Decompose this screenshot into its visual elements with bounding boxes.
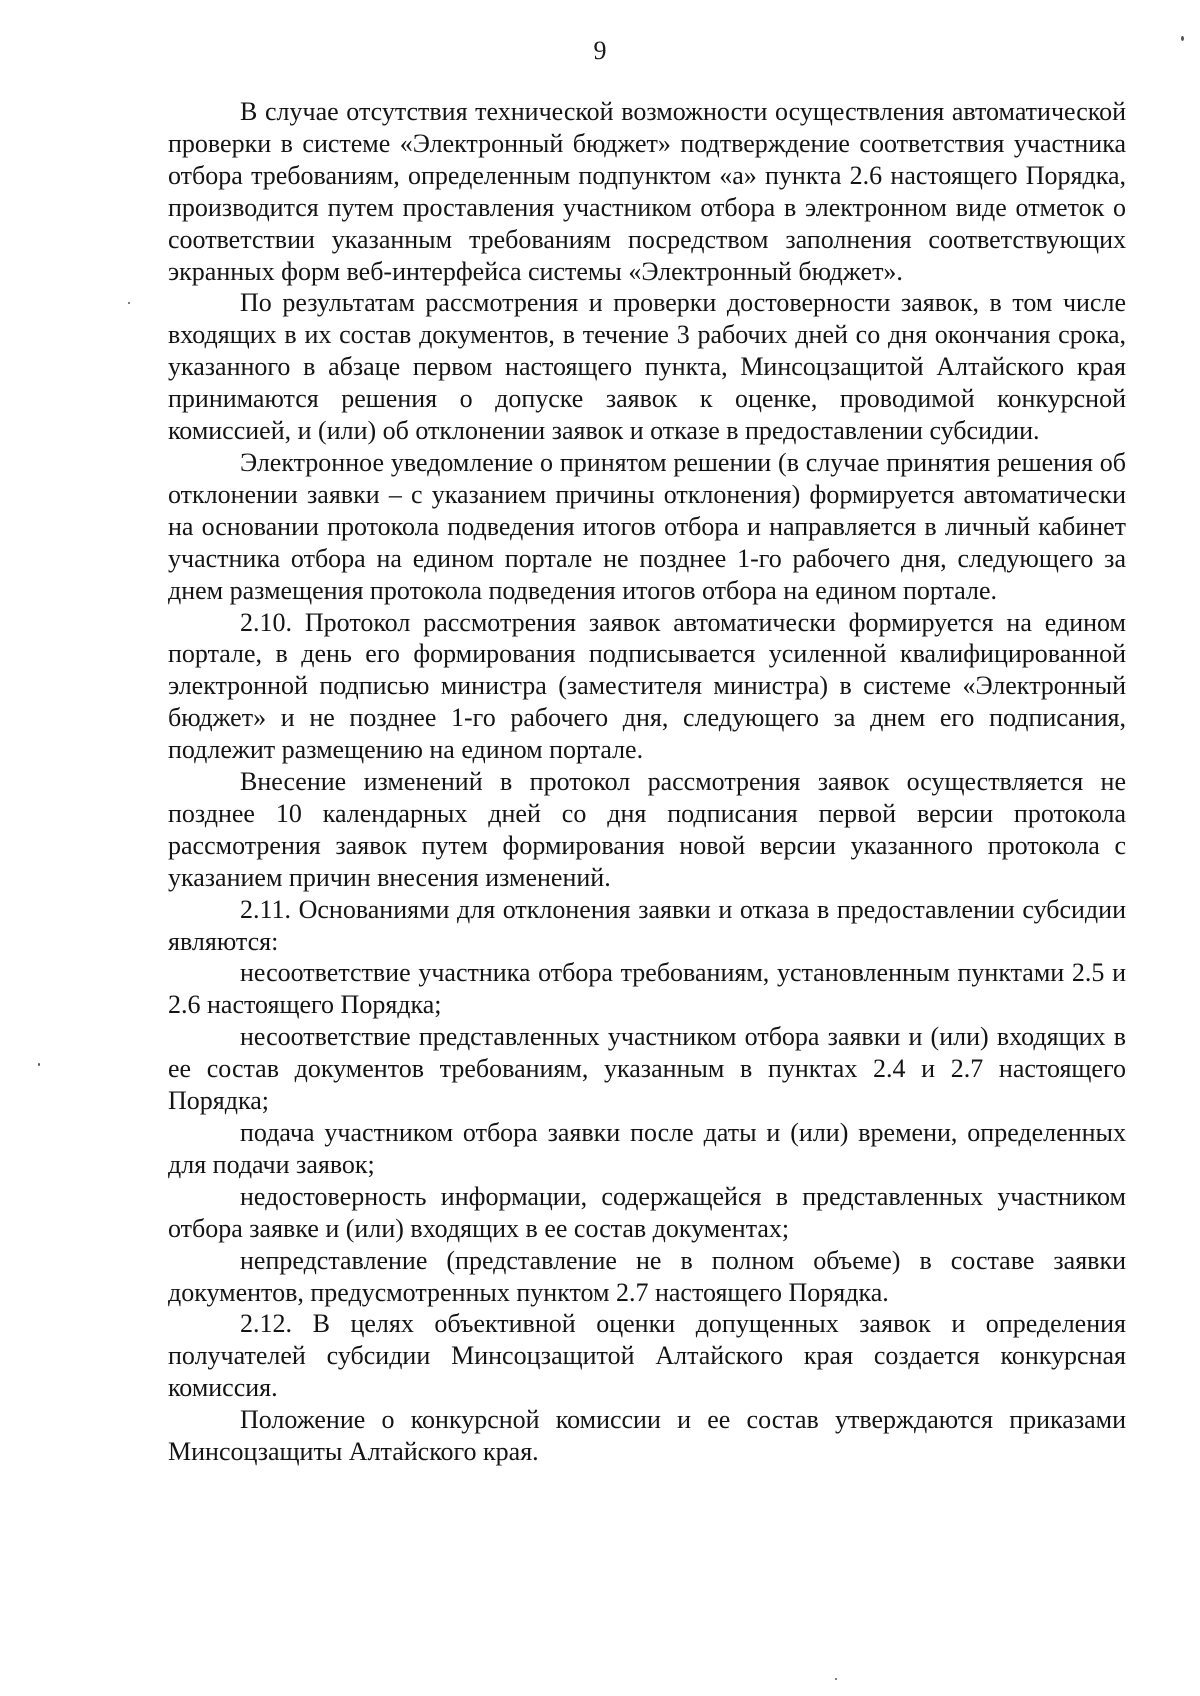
paragraph-protocol-changes: Внесение изменений в протокол рассмотрения заявок осуществляется не позднее 10 календарных дней со дня подписания первой версии протокола рассмотрения заявок путем формирования новой версии указанного протокола с указанием причин внесения изменений. <box>168 767 1126 892</box>
paragraph-clause-2-12: 2.12. В целях объективной оценки допущенных заявок и определения получателей субсидии Минсоцзащитой Алтайского края создается конкурсная комиссия. <box>168 1309 1126 1403</box>
scan-speck <box>38 1063 40 1066</box>
list-item-ground-1: несоответствие участника отбора требованиям, установленным пунктами 2.5 и 2.6 настоящего Порядка; <box>168 958 1126 1020</box>
list-item-ground-3: подача участником отбора заявки после даты и (или) времени, определенных для подачи заявок; <box>168 1118 1126 1179</box>
paragraph-clause-2-11: 2.11. Основаниями для отклонения заявки и отказа в предоставлении субсидии являются: <box>168 894 1126 956</box>
list-item-ground-5: непредставление (представление не в полном объеме) в составе заявки документов, предусмотренных пунктом 2.7 настоящего Порядка. <box>168 1245 1126 1307</box>
scan-speck <box>128 302 130 304</box>
paragraph-clause-2-10: 2.10. Протокол рассмотрения заявок автоматически формируется на едином портале, в день его формирования подписывается усиленной квалифицированной электронной подписью министра (заместителя министра) в системе «Электронный бюджет» и не позднее 1-го рабочего дня, следующего за днем его подписания, подлежит размещению на едином портале. <box>168 607 1126 765</box>
list-item-ground-4: недостоверность информации, содержащейся в представленных участником отбора заявке и (или) входящих в ее состав документах; <box>168 1181 1126 1243</box>
page-number: 9 <box>593 36 607 65</box>
scan-speck <box>835 1678 837 1680</box>
paragraph-commission-regulation: Положение о конкурсной комиссии и ее состав утверждаются приказами Минсоцзащиты Алтайского края. <box>168 1405 1126 1467</box>
paragraph-technical-check: В случае отсутствия технической возможности осуществления автоматической проверки в системе «Электронный бюджет» подтверждение соответствия участника отбора требованиям, определенным подпунктом «а» пункта 2.6 настоящего Порядка, производится путем проставления участником отбора в электронном виде отметок о соответствии указанным требованиям посредством заполнения соответствующих экранных форм веб-интерфейса системы «Электронный бюджет». <box>168 97 1126 286</box>
scan-speck <box>1181 36 1184 41</box>
paragraph-electronic-notice: Электронное уведомление о принятом решении (в случае принятия решения об отклонении заявки – с указанием причины отклонения) формируется автоматически на основании протокола подведения итогов отбора и направляется в личный кабинет участника отбора на едином портале не позднее 1-го рабочего дня, следующего за днем размещения протокола подведения итогов отбора на едином портале. <box>168 447 1126 605</box>
document-body <box>168 96 1126 1468</box>
list-item-ground-2: несоответствие представленных участником отбора заявки и (или) входящих в ее состав документов требованиям, указанным в пунктах 2.4 и 2.7 настоящего Порядка; <box>168 1022 1126 1116</box>
paragraph-review-results: По результатам рассмотрения и проверки достоверности заявок, в том числе входящих в их состав документов, в течение 3 рабочих дней со дня окончания срока, указанного в абзаце первом настоящего пункта, Минсоцзащитой Алтайского края принимаются решения о допуске заявок к оценке, проводимой конкурсной комиссией, и (или) об отклонении заявок и отказе в предоставлении субсидии. <box>168 288 1126 446</box>
